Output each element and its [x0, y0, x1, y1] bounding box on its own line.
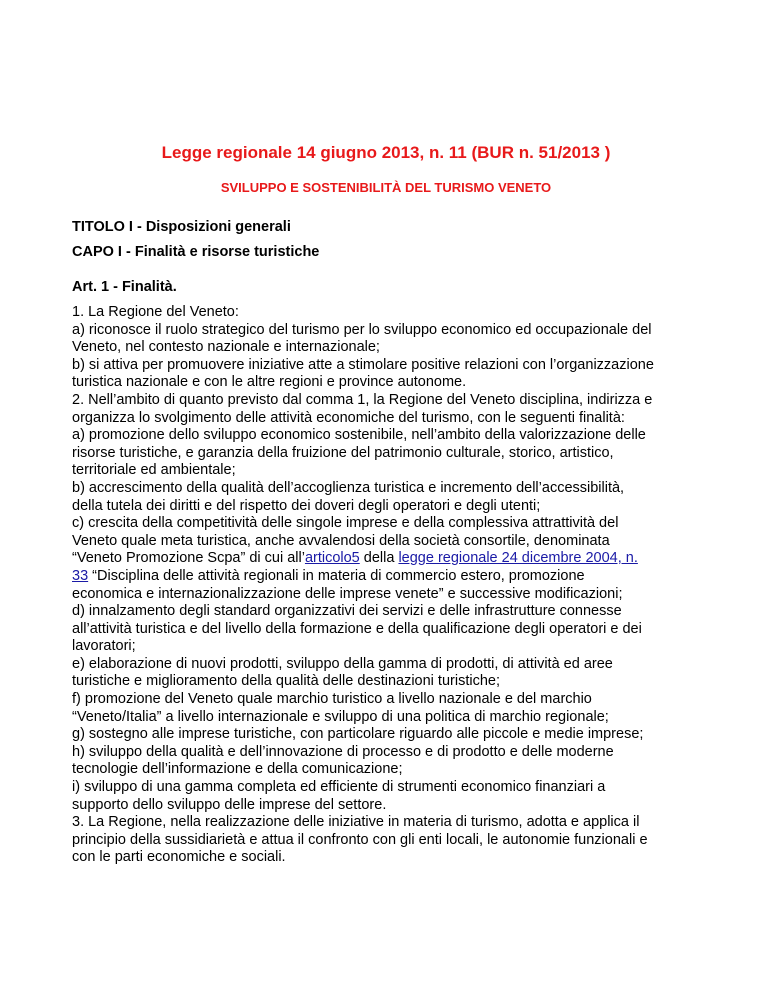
text-line: c) crescita della competitività delle singole imprese e della complessiva attrattività del [72, 515, 619, 532]
text-line: organizza lo svolgimento delle attività economiche del turismo, con le seguenti finalità: [72, 409, 625, 426]
article-body [72, 304, 704, 867]
titolo-heading: TITOLO I - Disposizioni generali [72, 219, 291, 235]
articolo5-link[interactable]: articolo5 [304, 550, 360, 567]
text-line: lavoratori; [72, 638, 136, 655]
text-segment: della [359, 550, 399, 567]
legge-regionale-link[interactable]: legge regionale 24 dicembre 2004, n. [398, 550, 638, 567]
text-line: “Veneto/Italia” a livello internazionale e sviluppo di una politica di marchio regionale; [72, 708, 609, 725]
text-line: economica e internazionalizzazione delle imprese venete” e successive modificazioni; [72, 585, 623, 602]
text-line: f) promozione del Veneto quale marchio turistico a livello nazionale e del marchio [72, 691, 592, 708]
text-line: b) si attiva per promuovere iniziative atte a stimolare positive relazioni con l’organizzazione [72, 356, 654, 373]
text-line: supporto dello sviluppo delle imprese del settore. [72, 796, 387, 813]
text-line: all’attività turistica e del livello della formazione e della qualificazione degli operatori e dei [72, 620, 642, 637]
text-line [72, 550, 704, 568]
text-line: g) sostegno alle imprese turistiche, con particolare riguardo alle piccole e medie imprese; [72, 726, 644, 743]
text-line: a) riconosce il ruolo strategico del turismo per lo sviluppo economico ed occupazionale del [72, 321, 652, 338]
text-line: turistiche e miglioramento della qualità delle destinazioni turistiche; [72, 673, 500, 690]
document-subtitle: SVILUPPO E SOSTENIBILITÀ DEL TURISMO VENETO [220, 180, 552, 195]
text-line: h) sviluppo della qualità e dell’innovazione di processo e di prodotto e delle moderne [72, 743, 614, 760]
text-line: tecnologie dell’informazione e della comunicazione; [72, 761, 403, 778]
text-line: d) innalzamento degli standard organizzativi dei servizi e delle infrastrutture connesse [72, 603, 622, 620]
text-line: territoriale ed ambientale; [72, 462, 236, 479]
capo-heading: CAPO I - Finalità e risorse turistiche [72, 244, 320, 260]
text-line: Veneto quale meta turistica, anche avvalendosi della società consortile, denominata [72, 532, 610, 549]
text-line: Veneto, nel contesto nazionale e internazionale; [72, 339, 380, 356]
text-line: con le parti economiche e sociali. [72, 849, 286, 866]
text-line [72, 568, 704, 586]
text-line: turistica nazionale e con le altre regioni e province autonome. [72, 374, 467, 391]
text-line: 2. Nell’ambito di quanto previsto dal comma 1, la Regione del Veneto disciplina, indirizza e [72, 391, 653, 408]
document-title: Legge regionale 14 giugno 2013, n. 11 (BUR n. 51/2013 ) [161, 143, 611, 162]
text-line: i) sviluppo di una gamma completa ed efficiente di strumenti economico finanziari a [72, 779, 606, 796]
text-line: della tutela dei diritti e del rispetto dei doveri degli operatori e degli utenti; [72, 497, 541, 514]
text-line: a) promozione dello sviluppo economico sostenibile, nell’ambito della valorizzazione delle [72, 427, 646, 444]
text-line: principio della sussidiarietà e attua il confronto con gli enti locali, le autonomie funzionali e [72, 831, 648, 848]
text-line: 3. La Regione, nella realizzazione delle iniziative in materia di turismo, adotta e applica il [72, 814, 640, 831]
text-line: b) accrescimento della qualità dell’accoglienza turistica e incremento dell’accessibilità, [72, 479, 625, 496]
legge-regionale-link-cont[interactable]: 33 [72, 567, 89, 584]
text-line: 1. La Regione del Veneto: [72, 304, 239, 320]
text-segment: “Veneto Promozione Scpa” di cui all’ [72, 550, 305, 567]
text-segment: “Disciplina delle attività regionali in materia di commercio estero, promozione [88, 567, 585, 584]
text-line: e) elaborazione di nuovi prodotti, sviluppo della gamma di prodotti, di attività ed aree [72, 655, 613, 672]
article-heading: Art. 1 - Finalità. [72, 279, 177, 295]
text-line: risorse turistiche, e garanzia della fruizione del patrimonio culturale, storico, artistico, [72, 444, 614, 461]
